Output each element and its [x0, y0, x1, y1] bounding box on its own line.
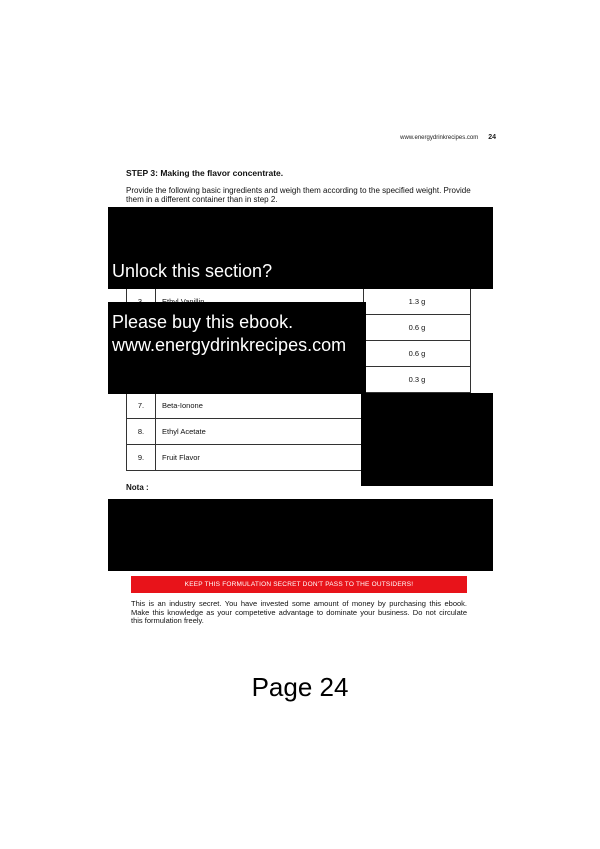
secret-notice: This is an industry secret. You have invested some amount of money by purchasing this ebook. Make this knowledge as your competetive advantage to dominate your business. Do not circulate this formulation freely. [131, 599, 467, 625]
ingredient-amount: 1.3 g [364, 289, 471, 315]
step-intro: Provide the following basic ingredients and weigh them according to the specified weight. Provide them in a different container than in step 2. [126, 186, 471, 204]
header-site: www.energydrinkrecipes.com [400, 135, 479, 141]
secret-banner: KEEP THIS FORMULATION SECRET DON'T PASS TO THE OUTSIDERS! [131, 576, 467, 593]
ingredient-name: Ethyl Acetate [156, 419, 364, 445]
page-label: Page 24 [251, 672, 349, 702]
ingredient-amount: 0.6 g [364, 341, 471, 367]
ingredient-name: Beta-Ionone [156, 393, 364, 419]
step-title: STEP 3: Making the flavor concentrate. [126, 168, 284, 178]
header-page-number: 24 [488, 134, 496, 141]
ingredient-amount: 0.6 g [364, 315, 471, 341]
ingredient-name: Fruit Flavor [156, 445, 364, 471]
buy-url: www.energydrinkrecipes.com [112, 335, 347, 355]
unlock-prompt: Unlock this section? [112, 261, 273, 281]
redaction-block [108, 499, 493, 571]
row-number: 8. [127, 419, 156, 445]
nota-label: Nota : [126, 483, 149, 492]
buy-prompt [112, 311, 346, 357]
redaction-block [361, 393, 493, 486]
page-header [400, 134, 496, 141]
row-number: 9. [127, 445, 156, 471]
buy-line: Please buy this ebook. [112, 312, 294, 332]
row-number: 7. [127, 393, 156, 419]
ingredient-amount: 0.3 g [364, 367, 471, 393]
